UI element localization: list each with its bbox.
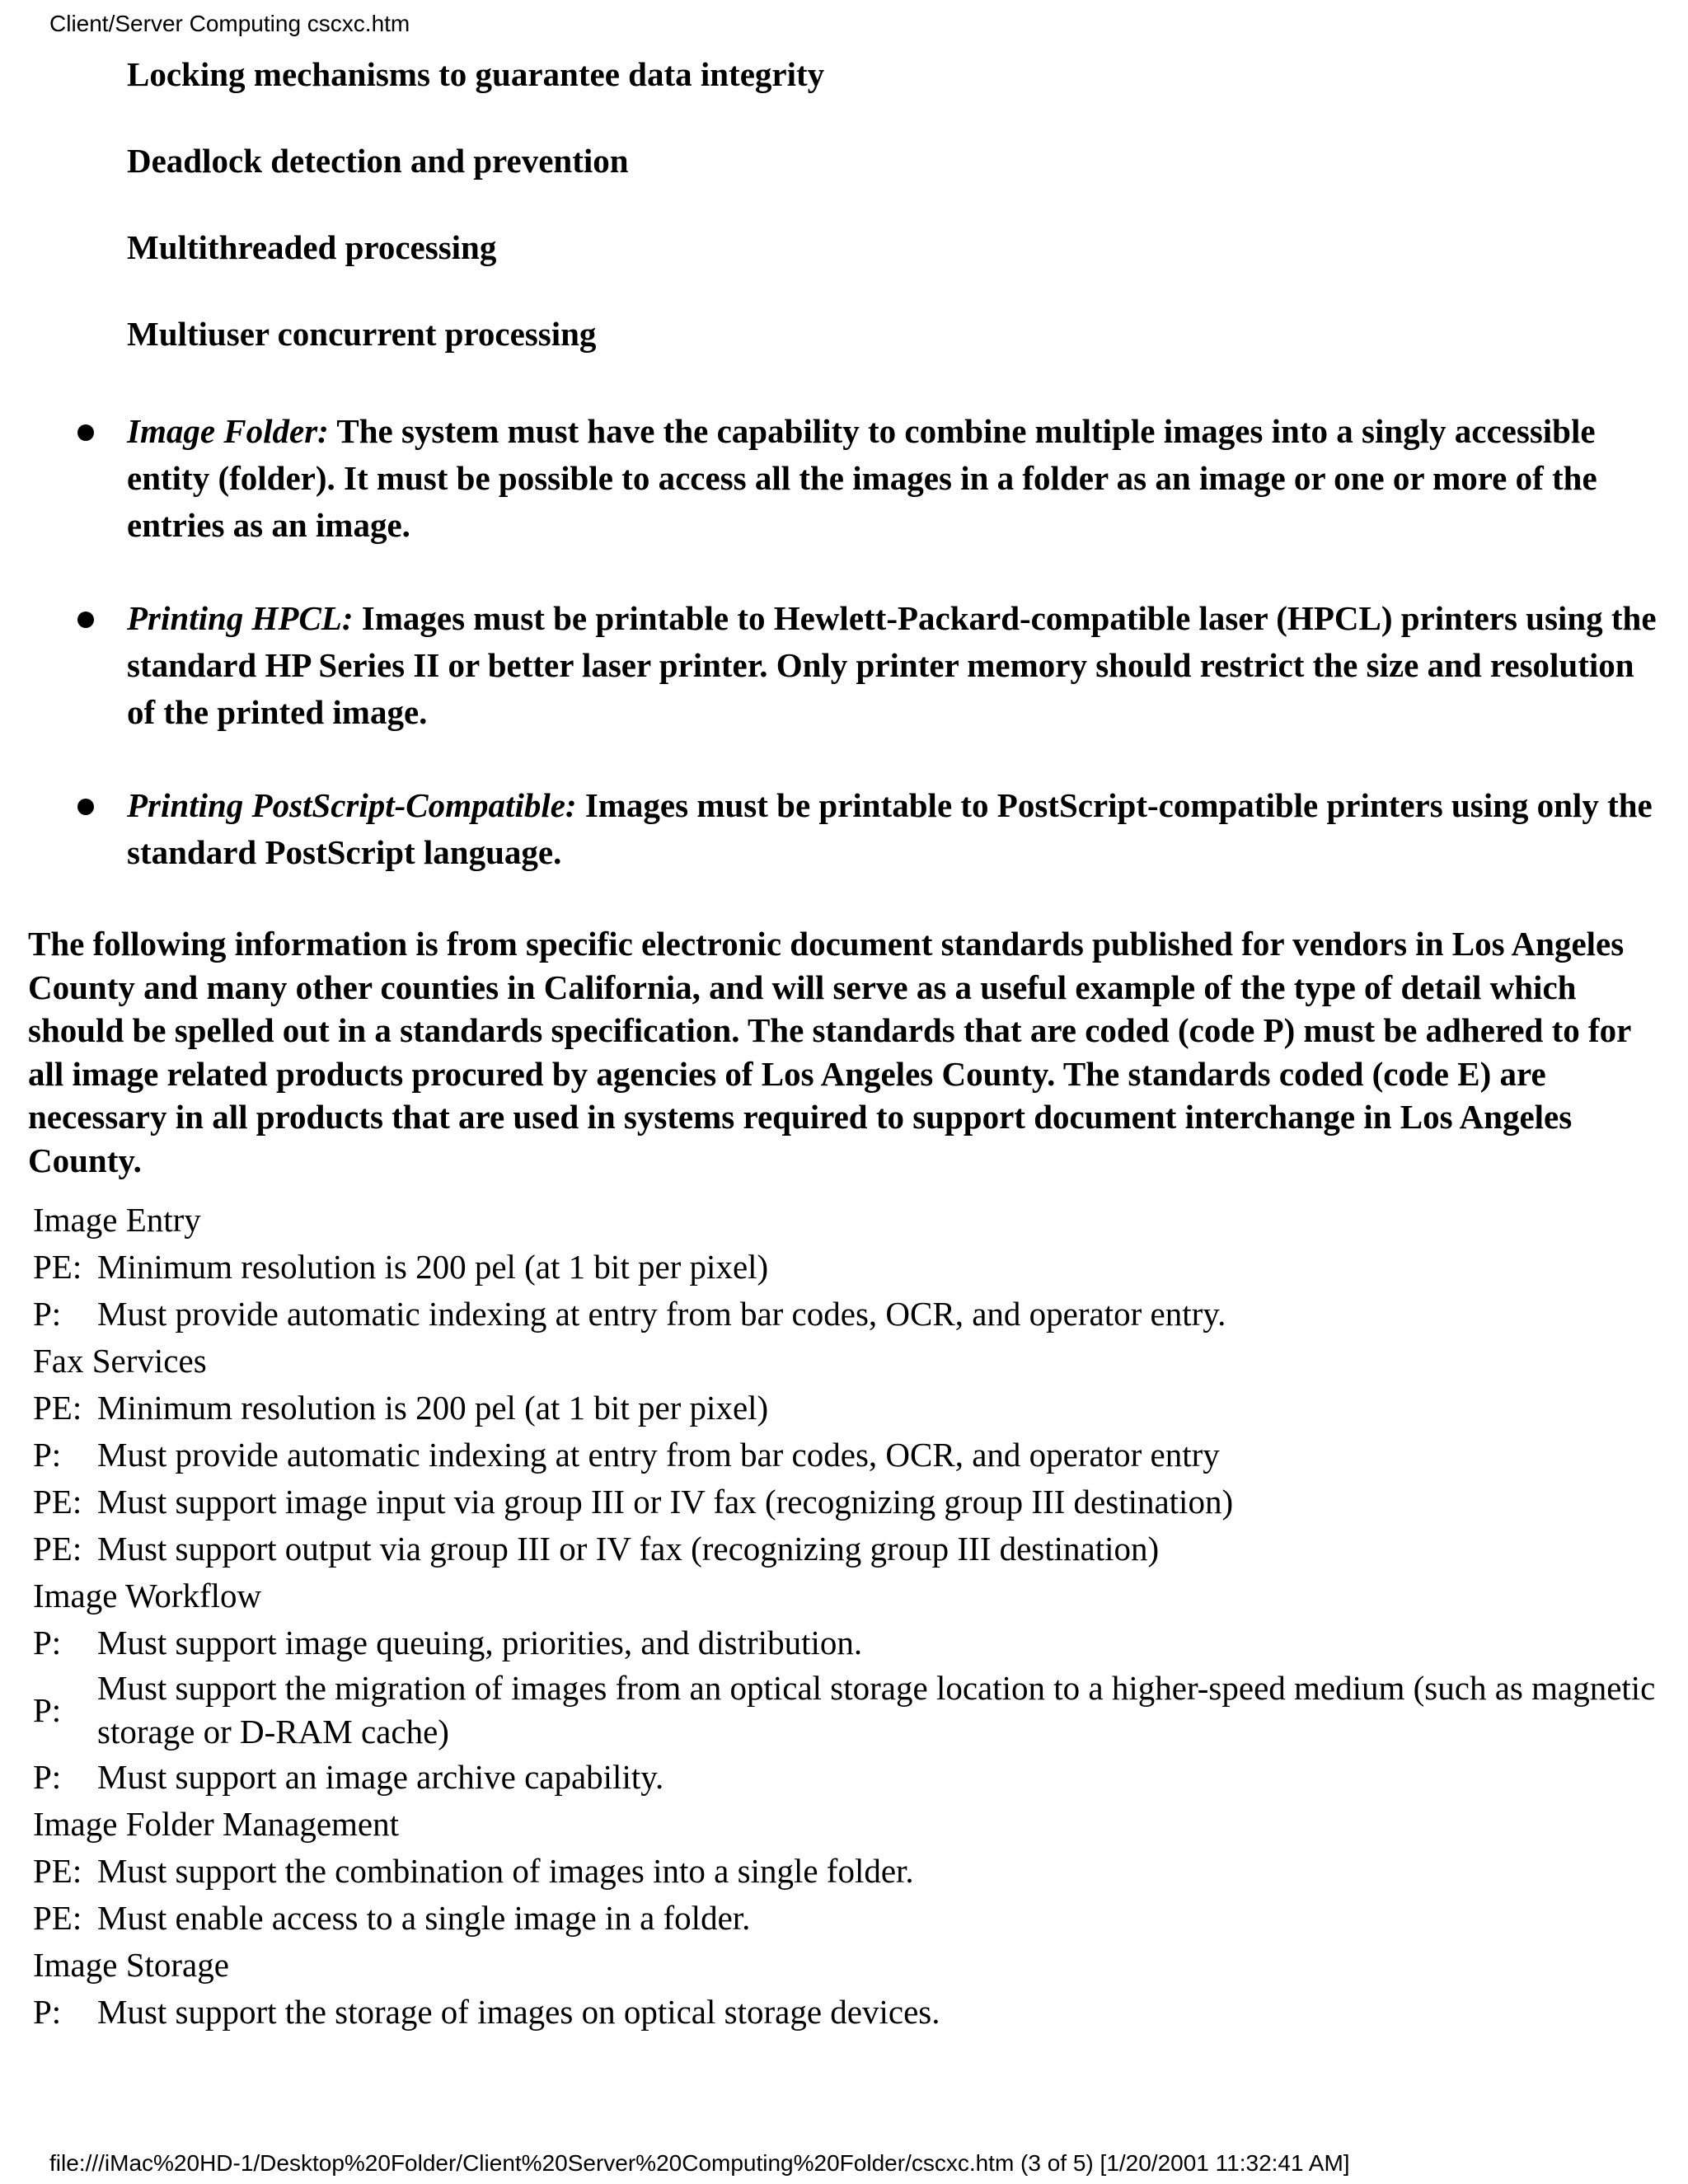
section-heading-text: Image Workflow bbox=[33, 1577, 262, 1615]
requirements-bullet-list bbox=[28, 408, 1660, 876]
standards-section-heading bbox=[33, 1942, 1660, 1989]
section-heading-text: Image Storage bbox=[33, 1946, 229, 1984]
standard-code: PE: bbox=[33, 1483, 82, 1521]
standards-row bbox=[33, 1989, 1660, 2036]
standard-code: P: bbox=[33, 1690, 62, 1729]
standard-code: PE: bbox=[33, 1389, 82, 1427]
standard-code: PE: bbox=[33, 1899, 82, 1937]
standards-row bbox=[33, 1385, 1660, 1432]
section-heading-text: Image Folder Management bbox=[33, 1805, 400, 1843]
standard-text: Minimum resolution is 200 pel (at 1 bit per pixel) bbox=[97, 1389, 769, 1427]
standard-code: PE: bbox=[33, 1530, 82, 1568]
document-body bbox=[28, 54, 1660, 2036]
standard-text: Must support the storage of images on optical storage devices. bbox=[97, 1993, 940, 2031]
standard-text: Must provide automatic indexing at entry from bar codes, OCR, and operator entry. bbox=[97, 1295, 1226, 1333]
standards-section-heading bbox=[33, 1801, 1660, 1848]
section-heading-text: Image Entry bbox=[33, 1201, 201, 1239]
standards-section-heading bbox=[33, 1572, 1660, 1619]
standards-row bbox=[33, 1432, 1660, 1479]
bullet-dot-icon bbox=[77, 612, 94, 628]
bullet-item-image-folder bbox=[127, 408, 1660, 549]
section-heading-text: Fax Services bbox=[33, 1342, 207, 1380]
standard-text: Must provide automatic indexing at entry from bar codes, OCR, and operator entry bbox=[97, 1436, 1220, 1474]
bullet-item-printing-hpcl bbox=[127, 595, 1660, 736]
standards-row bbox=[33, 1666, 1660, 1754]
standard-code: P: bbox=[33, 1624, 62, 1661]
standards-row bbox=[33, 1754, 1660, 1801]
standard-text: Must support an image archive capability. bbox=[97, 1758, 664, 1796]
sublist-item: Locking mechanisms to guarantee data integrity bbox=[127, 55, 825, 93]
standard-text: Must support the migration of images from an optical storage location to a higher-speed medium (such as magnetic storage or D-RAM cache) bbox=[97, 1669, 1656, 1750]
standard-code: P: bbox=[33, 1758, 62, 1796]
bullet-text: Images must be printable to PostScript-compatible printers using only the standard PostScript language. bbox=[127, 786, 1653, 871]
standards-row bbox=[33, 1244, 1660, 1291]
bullet-dot-icon bbox=[77, 799, 94, 815]
standard-text: Must support the combination of images into a single folder. bbox=[97, 1852, 914, 1890]
standard-text: Must support image input via group III or IV fax (recognizing group III destination) bbox=[97, 1483, 1234, 1521]
bullet-item-printing-postscript bbox=[127, 782, 1660, 876]
standards-row bbox=[33, 1619, 1660, 1666]
standard-code: PE: bbox=[33, 1248, 82, 1286]
standard-text: Must support image queuing, priorities, and distribution. bbox=[97, 1624, 863, 1661]
bullet-term: Image Folder: bbox=[127, 412, 329, 450]
sublist-item: Multiuser concurrent processing bbox=[127, 315, 597, 353]
page-header-title: Client/Server Computing cscxc.htm bbox=[49, 11, 410, 36]
standards-row bbox=[33, 1895, 1660, 1942]
standards-row bbox=[33, 1526, 1660, 1572]
standards-intro-paragraph: The following information is from specific electronic document standards published for vendors in Los Angeles County and many other counties in California, and will serve as a useful example of the type of detail which should be spelled out in a standards specification. The standards that are coded (code P) must be adhered to for all image related products procured by agencies of Los Angeles County. The standards coded (code E) are necessary in all products that are used in systems required to support document interchange in Los Angeles County. bbox=[28, 925, 1631, 1179]
feature-sublist bbox=[28, 54, 1660, 354]
standards-section-heading bbox=[33, 1197, 1660, 1244]
bullet-text: The system must have the capability to combine multiple images into a singly accessible entity (folder). It must be possible to access all the images in a folder as an image or one or more of the entries as an image. bbox=[127, 412, 1597, 544]
standard-code: P: bbox=[33, 1295, 62, 1333]
sublist-item: Multithreaded processing bbox=[127, 228, 497, 266]
page-footer-url: file:///iMac%20HD-1/Desktop%20Folder/Client%20Server%20Computing%20Folder/cscxc.htm (3 of 5) [1/20/2001 11:32:41 AM] bbox=[49, 2150, 1350, 2176]
standard-code: P: bbox=[33, 1436, 62, 1474]
bullet-term: Printing PostScript-Compatible: bbox=[127, 786, 577, 824]
standards-row bbox=[33, 1848, 1660, 1895]
standard-text: Must enable access to a single image in a folder. bbox=[97, 1899, 751, 1937]
standards-table bbox=[33, 1197, 1660, 2036]
bullet-term: Printing HPCL: bbox=[127, 599, 354, 637]
sublist-item: Deadlock detection and prevention bbox=[127, 142, 629, 180]
standard-code: P: bbox=[33, 1993, 62, 2031]
standards-row bbox=[33, 1479, 1660, 1526]
standard-text: Must support output via group III or IV fax (recognizing group III destination) bbox=[97, 1530, 1160, 1568]
bullet-dot-icon bbox=[77, 424, 94, 441]
standard-text: Minimum resolution is 200 pel (at 1 bit per pixel) bbox=[97, 1248, 769, 1286]
standards-section-heading bbox=[33, 1338, 1660, 1385]
standards-row bbox=[33, 1291, 1660, 1338]
bullet-text: Images must be printable to Hewlett-Packard-compatible laser (HPCL) printers using the standard HP Series II or better laser printer. Only printer memory should restrict the size and resolution of the printed image. bbox=[127, 599, 1657, 731]
standard-code: PE: bbox=[33, 1852, 82, 1890]
